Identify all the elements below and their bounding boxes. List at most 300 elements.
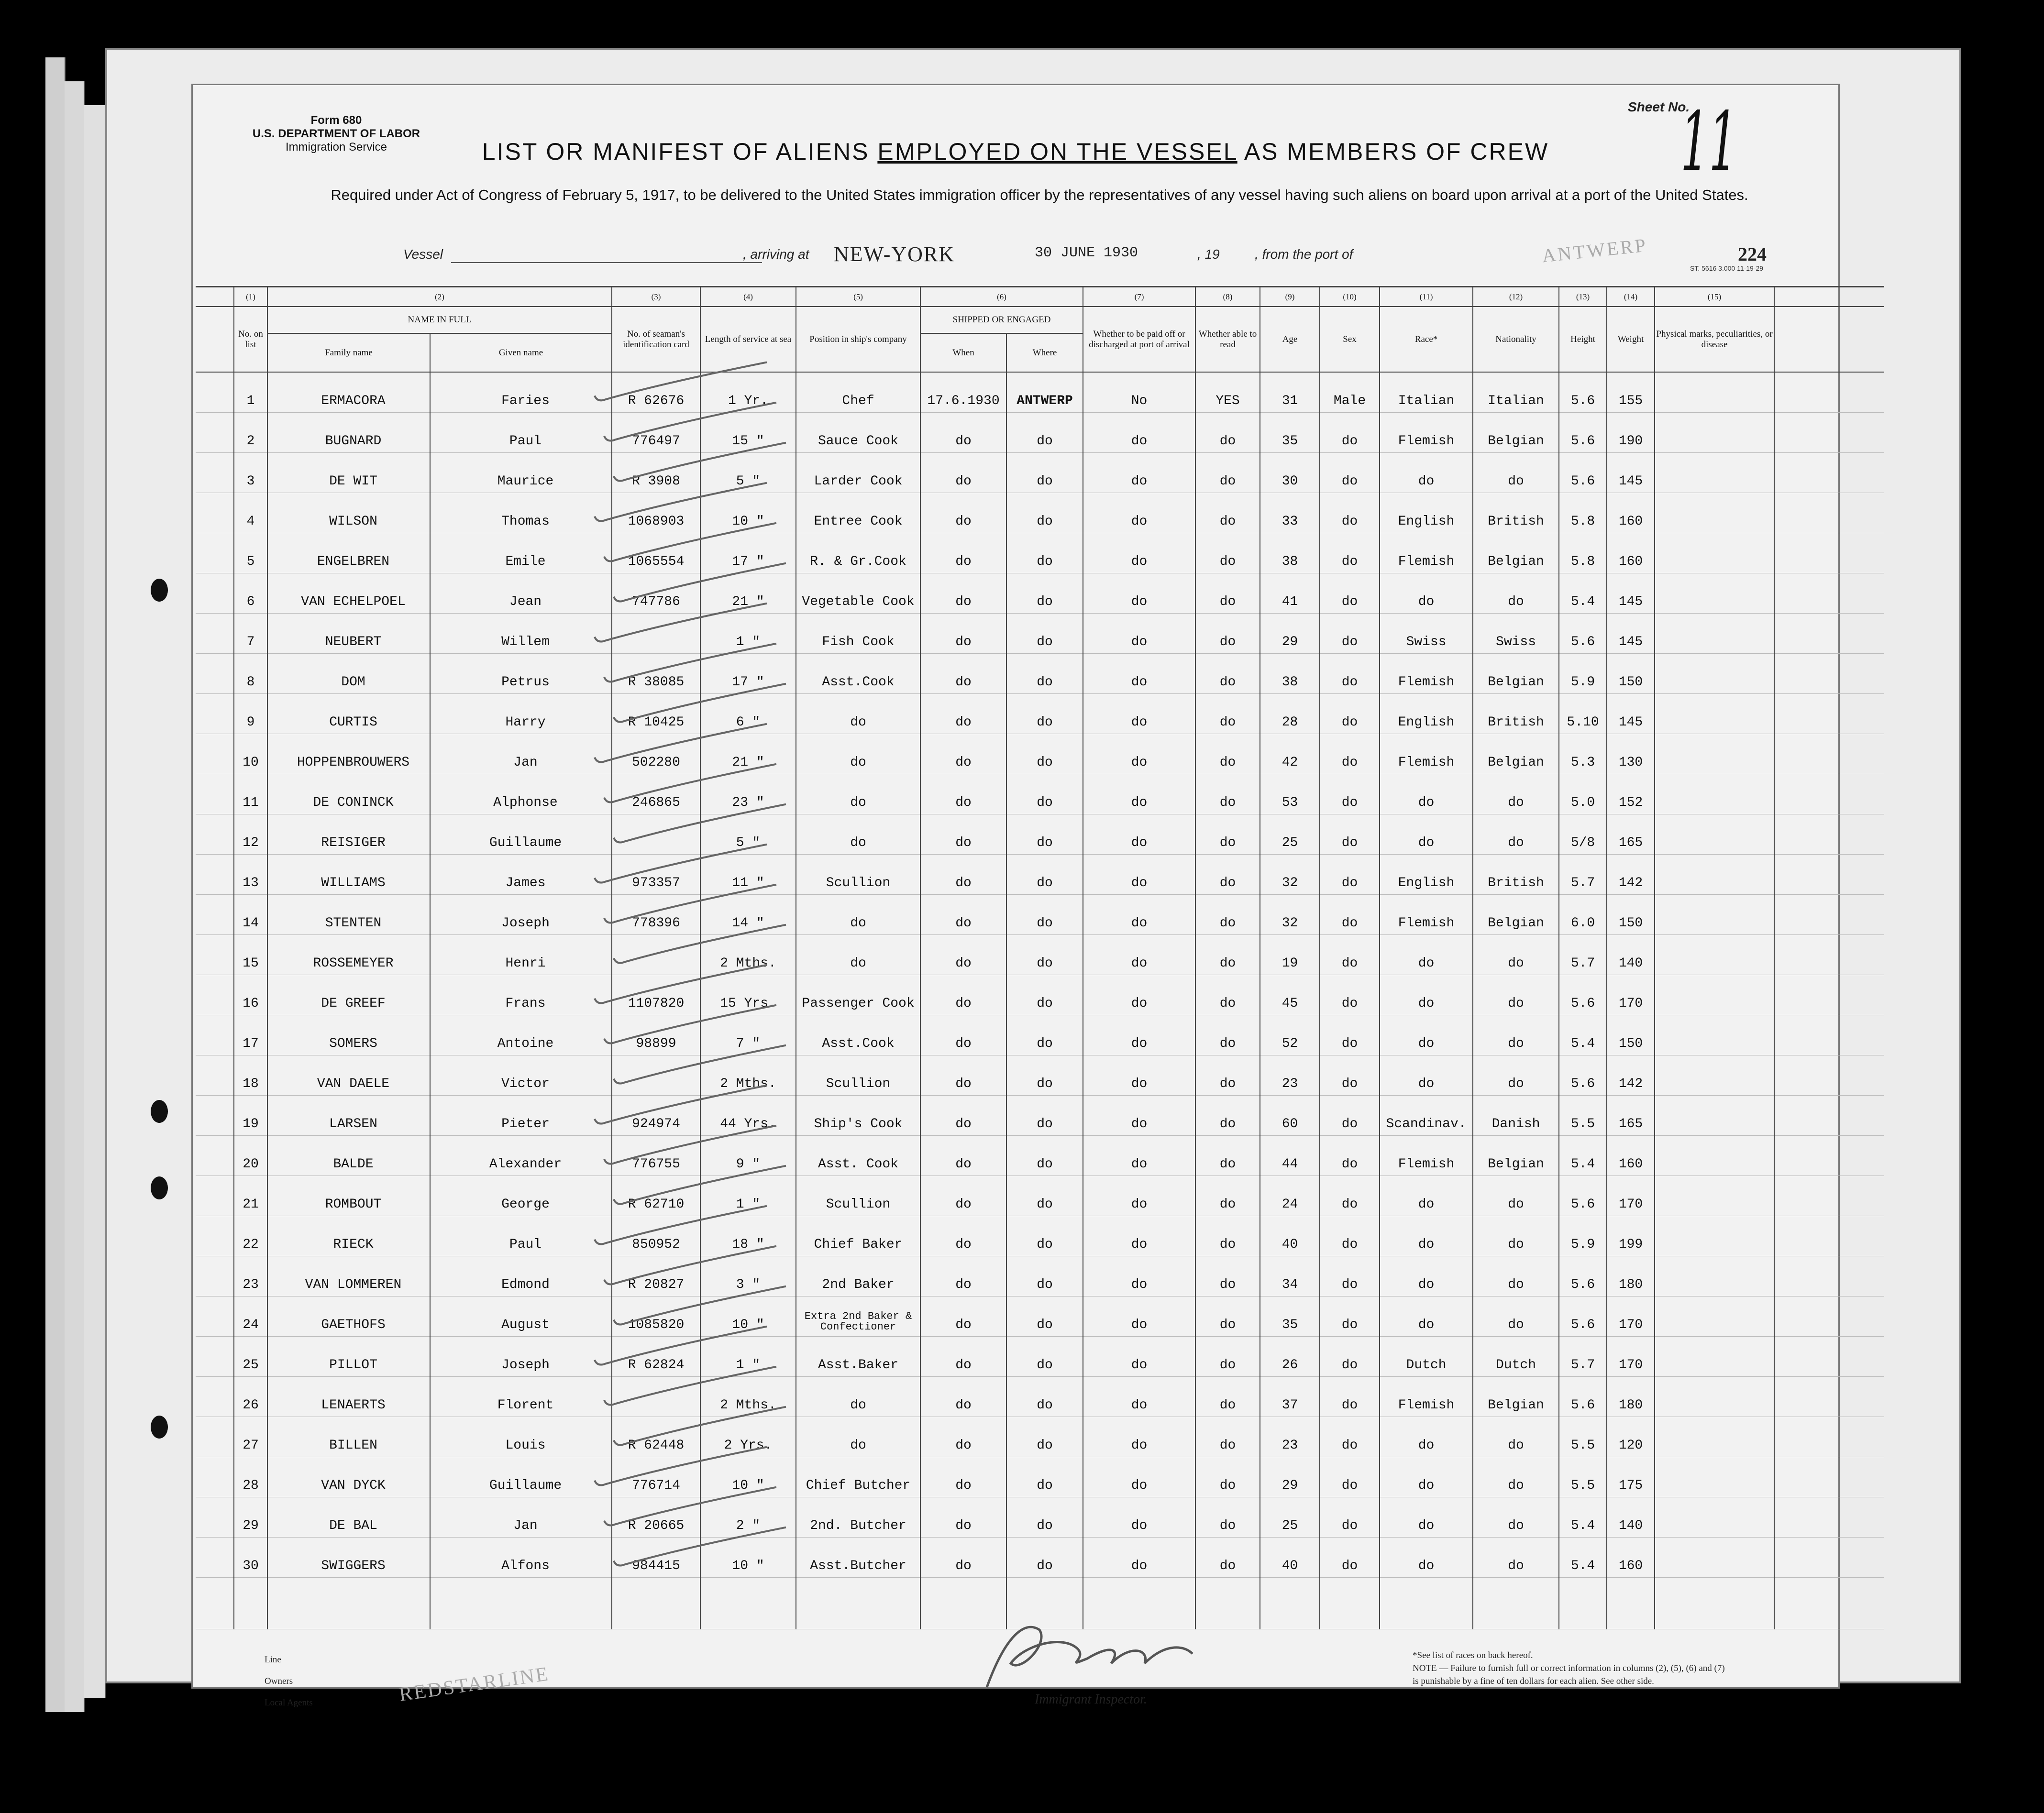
length-service: 6 " — [700, 694, 796, 734]
sex: do — [1320, 774, 1380, 814]
nationality: Belgian — [1473, 1377, 1559, 1417]
shipped-where: do — [1006, 453, 1083, 493]
position: do — [796, 895, 920, 935]
position: R. & Gr.Cook — [796, 533, 920, 573]
able-to-read: YES — [1195, 372, 1260, 413]
height: 5.7 — [1559, 855, 1607, 895]
given-name: James — [430, 855, 612, 895]
sex: do — [1320, 1256, 1380, 1297]
sheet-number: 11 — [1680, 95, 1737, 189]
paid-off: do — [1083, 654, 1195, 694]
shipped-when: do — [920, 1055, 1006, 1096]
shipped-when: do — [920, 975, 1006, 1015]
form-number: Form 680 — [310, 114, 362, 127]
id-card: 924974 — [612, 1096, 700, 1136]
age: 40 — [1260, 1216, 1320, 1256]
race: do — [1380, 935, 1473, 975]
header-name-in-full: NAME IN FULL — [267, 307, 612, 333]
nationality: do — [1473, 1538, 1559, 1578]
arriving-port: NEW-YORK — [834, 242, 955, 266]
position: Scullion — [796, 1055, 920, 1096]
nationality: Belgian — [1473, 1136, 1559, 1176]
nationality: do — [1473, 814, 1559, 855]
given-name: Edmond — [430, 1256, 612, 1297]
weight: 160 — [1607, 533, 1655, 573]
shipped-where: do — [1006, 975, 1083, 1015]
col-number: (2) — [267, 287, 612, 307]
family-name: DE BAL — [267, 1497, 430, 1538]
line-label: Line — [265, 1655, 281, 1665]
position: Scullion — [796, 1176, 920, 1216]
shipped-where: do — [1006, 734, 1083, 774]
row-number: 26 — [234, 1377, 267, 1417]
owners-label: Owners — [265, 1676, 293, 1686]
age: 31 — [1260, 372, 1320, 413]
nationality: Belgian — [1473, 734, 1559, 774]
physical-marks — [1655, 1417, 1774, 1457]
age: 29 — [1260, 1457, 1320, 1497]
physical-marks — [1655, 533, 1774, 573]
shipped-where: do — [1006, 1538, 1083, 1578]
shipped-where: do — [1006, 1176, 1083, 1216]
page-edge — [45, 57, 66, 1712]
row-number: 22 — [234, 1216, 267, 1256]
table-row — [196, 1497, 1884, 1538]
length-service: 3 " — [700, 1256, 796, 1297]
crew-table — [196, 286, 1884, 1629]
length-service: 15 " — [700, 413, 796, 453]
given-name: George — [430, 1176, 612, 1216]
id-card — [612, 1055, 700, 1096]
table-row — [196, 1096, 1884, 1136]
weight: 160 — [1607, 1538, 1655, 1578]
age: 37 — [1260, 1377, 1320, 1417]
family-name: ERMACORA — [267, 372, 430, 413]
given-name: Joseph — [430, 1337, 612, 1377]
sex: do — [1320, 1096, 1380, 1136]
height: 5.6 — [1559, 453, 1607, 493]
shipped-when: do — [920, 1216, 1006, 1256]
age: 45 — [1260, 975, 1320, 1015]
col-number: (15) — [1655, 287, 1774, 307]
height: 5.7 — [1559, 935, 1607, 975]
shipped-where: do — [1006, 1096, 1083, 1136]
age: 38 — [1260, 654, 1320, 694]
shipped-when: do — [920, 1096, 1006, 1136]
table-row — [196, 614, 1884, 654]
table-row — [196, 1297, 1884, 1337]
shipped-when: do — [920, 1417, 1006, 1457]
height: 5/8 — [1559, 814, 1607, 855]
row-number: 17 — [234, 1015, 267, 1055]
family-name: BUGNARD — [267, 413, 430, 453]
race: Flemish — [1380, 895, 1473, 935]
from-port: ANTWERP — [1541, 234, 1649, 267]
sex: do — [1320, 413, 1380, 453]
paid-off: do — [1083, 493, 1195, 533]
given-name: Henri — [430, 935, 612, 975]
weight: 150 — [1607, 654, 1655, 694]
weight: 140 — [1607, 935, 1655, 975]
nationality: do — [1473, 774, 1559, 814]
punch-hole — [151, 579, 168, 602]
able-to-read: do — [1195, 1256, 1260, 1297]
nationality: do — [1473, 935, 1559, 975]
table-row — [196, 493, 1884, 533]
weight: 160 — [1607, 493, 1655, 533]
shipped-when: do — [920, 1457, 1006, 1497]
sex: do — [1320, 694, 1380, 734]
family-name: ROSSEMEYER — [267, 935, 430, 975]
able-to-read: do — [1195, 975, 1260, 1015]
id-card — [612, 935, 700, 975]
id-card: 973357 — [612, 855, 700, 895]
race: do — [1380, 1457, 1473, 1497]
year-label: , 19 — [1197, 247, 1220, 262]
given-name: Guillaume — [430, 1457, 612, 1497]
family-name: WILSON — [267, 493, 430, 533]
position: Asst.Baker — [796, 1337, 920, 1377]
manifest-form — [191, 84, 1840, 1708]
height: 5.7 — [1559, 1337, 1607, 1377]
weight: 130 — [1607, 734, 1655, 774]
page-edge — [84, 105, 106, 1698]
id-card — [612, 614, 700, 654]
subtitle: Required under Act of Congress of February 5, 1917, to be delivered to the United States immigration officer by the representatives of any vessel having such aliens on board upon arrival at a port of the United States. — [331, 187, 1748, 203]
shipped-where: do — [1006, 614, 1083, 654]
id-card: 98899 — [612, 1015, 700, 1055]
family-name: STENTEN — [267, 895, 430, 935]
id-card: 1107820 — [612, 975, 700, 1015]
id-card: R 62676 — [612, 372, 700, 413]
agents-label: Local Agents — [265, 1698, 313, 1708]
sex: do — [1320, 1055, 1380, 1096]
position: Entree Cook — [796, 493, 920, 533]
position: do — [796, 734, 920, 774]
table-row — [196, 1538, 1884, 1578]
age: 32 — [1260, 855, 1320, 895]
paid-off: do — [1083, 814, 1195, 855]
physical-marks — [1655, 1216, 1774, 1256]
shipped-when: do — [920, 453, 1006, 493]
header-paid-off: Whether to be paid off or discharged at port of arrival — [1083, 307, 1195, 372]
able-to-read: do — [1195, 1337, 1260, 1377]
paid-off: do — [1083, 1497, 1195, 1538]
paid-off: do — [1083, 614, 1195, 654]
sex: do — [1320, 734, 1380, 774]
race: do — [1380, 1216, 1473, 1256]
height: 5.5 — [1559, 1457, 1607, 1497]
physical-marks — [1655, 573, 1774, 614]
physical-marks — [1655, 855, 1774, 895]
physical-marks — [1655, 1136, 1774, 1176]
length-service: 10 " — [700, 493, 796, 533]
sex: Male — [1320, 372, 1380, 413]
family-name: VAN LOMMEREN — [267, 1256, 430, 1297]
length-service: 44 Yrs. — [700, 1096, 796, 1136]
family-name: NEUBERT — [267, 614, 430, 654]
header-when: When — [920, 333, 1006, 372]
weight: 155 — [1607, 372, 1655, 413]
shipped-when: do — [920, 814, 1006, 855]
family-name: WILLIAMS — [267, 855, 430, 895]
sex: do — [1320, 895, 1380, 935]
length-service: 5 " — [700, 453, 796, 493]
shipped-where: do — [1006, 413, 1083, 453]
height: 5.5 — [1559, 1096, 1607, 1136]
sex: do — [1320, 533, 1380, 573]
nationality: Dutch — [1473, 1337, 1559, 1377]
table-row — [196, 453, 1884, 493]
row-number: 10 — [234, 734, 267, 774]
race: do — [1380, 1256, 1473, 1297]
id-card: 778396 — [612, 895, 700, 935]
weight: 165 — [1607, 814, 1655, 855]
family-name: GAETHOFS — [267, 1297, 430, 1337]
age: 38 — [1260, 533, 1320, 573]
sex: do — [1320, 493, 1380, 533]
able-to-read: do — [1195, 734, 1260, 774]
shipped-when: do — [920, 734, 1006, 774]
col-number: (7) — [1083, 287, 1195, 307]
position: Chef — [796, 372, 920, 413]
length-service: 2 Mths. — [700, 1055, 796, 1096]
id-card: 1068903 — [612, 493, 700, 533]
sex: do — [1320, 453, 1380, 493]
table-row — [196, 694, 1884, 734]
position: Larder Cook — [796, 453, 920, 493]
length-service: 7 " — [700, 1015, 796, 1055]
row-number: 16 — [234, 975, 267, 1015]
age: 29 — [1260, 614, 1320, 654]
shipped-where: do — [1006, 855, 1083, 895]
col-number: (12) — [1473, 287, 1559, 307]
nationality: Belgian — [1473, 895, 1559, 935]
paid-off: do — [1083, 1136, 1195, 1176]
shipped-where: do — [1006, 654, 1083, 694]
able-to-read: do — [1195, 694, 1260, 734]
shipped-when: do — [920, 1337, 1006, 1377]
shipped-where: do — [1006, 1136, 1083, 1176]
sex: do — [1320, 1538, 1380, 1578]
height: 5.9 — [1559, 1216, 1607, 1256]
nationality: British — [1473, 694, 1559, 734]
given-name: Florent — [430, 1377, 612, 1417]
nationality: Italian — [1473, 372, 1559, 413]
page-edge — [65, 81, 85, 1712]
position: Asst.Cook — [796, 654, 920, 694]
shipped-when: do — [920, 895, 1006, 935]
id-card — [612, 814, 700, 855]
given-name: Guillaume — [430, 814, 612, 855]
age: 34 — [1260, 1256, 1320, 1297]
length-service: 10 " — [700, 1457, 796, 1497]
race: Scandinav. — [1380, 1096, 1473, 1136]
height: 5.4 — [1559, 573, 1607, 614]
table-row — [196, 1417, 1884, 1457]
physical-marks — [1655, 453, 1774, 493]
physical-marks — [1655, 1297, 1774, 1337]
sex: do — [1320, 1136, 1380, 1176]
age: 41 — [1260, 573, 1320, 614]
weight: 180 — [1607, 1256, 1655, 1297]
header-where: Where — [1006, 333, 1083, 372]
height: 5.3 — [1559, 734, 1607, 774]
paid-off: do — [1083, 1216, 1195, 1256]
given-name: Alfons — [430, 1538, 612, 1578]
position: Asst.Butcher — [796, 1538, 920, 1578]
sex: do — [1320, 1015, 1380, 1055]
height: 5.6 — [1559, 1297, 1607, 1337]
able-to-read: do — [1195, 774, 1260, 814]
shipped-when: do — [920, 694, 1006, 734]
length-service: 17 " — [700, 654, 796, 694]
able-to-read: do — [1195, 493, 1260, 533]
given-name: Paul — [430, 413, 612, 453]
race: do — [1380, 814, 1473, 855]
length-service: 23 " — [700, 774, 796, 814]
able-to-read: do — [1195, 1176, 1260, 1216]
table-row — [196, 895, 1884, 935]
paid-off: do — [1083, 694, 1195, 734]
title-part-3: AS MEMBERS OF CREW — [1237, 138, 1549, 165]
able-to-read: do — [1195, 814, 1260, 855]
race: do — [1380, 1497, 1473, 1538]
age: 19 — [1260, 935, 1320, 975]
inspector-label: Immigrant Inspector. — [1035, 1692, 1147, 1707]
able-to-read: do — [1195, 1457, 1260, 1497]
weight: 165 — [1607, 1096, 1655, 1136]
table-row — [196, 855, 1884, 895]
shipped-when: do — [920, 573, 1006, 614]
height: 5.6 — [1559, 1055, 1607, 1096]
table-row — [196, 1015, 1884, 1055]
weight: 170 — [1607, 1297, 1655, 1337]
race: do — [1380, 975, 1473, 1015]
position: Scullion — [796, 855, 920, 895]
physical-marks — [1655, 413, 1774, 453]
weight: 152 — [1607, 774, 1655, 814]
col-number: (8) — [1195, 287, 1260, 307]
position: Sauce Cook — [796, 413, 920, 453]
shipped-where: do — [1006, 774, 1083, 814]
given-name: Pieter — [430, 1096, 612, 1136]
weight: 180 — [1607, 1377, 1655, 1417]
shipped-where: do — [1006, 1055, 1083, 1096]
row-number: 19 — [234, 1096, 267, 1136]
nationality: Swiss — [1473, 614, 1559, 654]
given-name: Petrus — [430, 654, 612, 694]
height: 5.9 — [1559, 654, 1607, 694]
given-name: Paul — [430, 1216, 612, 1256]
table-row — [196, 1176, 1884, 1216]
shipped-when: do — [920, 1497, 1006, 1538]
length-service: 1 " — [700, 614, 796, 654]
weight: 160 — [1607, 1136, 1655, 1176]
family-name: CURTIS — [267, 694, 430, 734]
id-card: R 62448 — [612, 1417, 700, 1457]
shipped-when: do — [920, 533, 1006, 573]
weight: 150 — [1607, 895, 1655, 935]
races-note: *See list of races on back hereof. — [1413, 1650, 1533, 1660]
given-name: Harry — [430, 694, 612, 734]
given-name: Jan — [430, 1497, 612, 1538]
col-number: (13) — [1559, 287, 1607, 307]
family-name: DE WIT — [267, 453, 430, 493]
nationality: do — [1473, 1297, 1559, 1337]
position: do — [796, 1377, 920, 1417]
row-number: 9 — [234, 694, 267, 734]
physical-marks — [1655, 1538, 1774, 1578]
given-name: Willem — [430, 614, 612, 654]
position: do — [796, 1417, 920, 1457]
row-number: 4 — [234, 493, 267, 533]
race: Flemish — [1380, 654, 1473, 694]
race: do — [1380, 573, 1473, 614]
physical-marks — [1655, 895, 1774, 935]
height: 5.4 — [1559, 1497, 1607, 1538]
table-row — [196, 734, 1884, 774]
length-service: 2 Mths. — [700, 935, 796, 975]
height: 5.6 — [1559, 614, 1607, 654]
age: 35 — [1260, 1297, 1320, 1337]
sex: do — [1320, 1377, 1380, 1417]
shipped-where: do — [1006, 1015, 1083, 1055]
race: English — [1380, 855, 1473, 895]
table-row — [196, 1136, 1884, 1176]
paid-off: do — [1083, 1256, 1195, 1297]
able-to-read: do — [1195, 654, 1260, 694]
able-to-read: do — [1195, 1538, 1260, 1578]
physical-marks — [1655, 1256, 1774, 1297]
col-number: (1) — [234, 287, 267, 307]
height: 5.6 — [1559, 975, 1607, 1015]
age: 24 — [1260, 1176, 1320, 1216]
able-to-read: do — [1195, 1497, 1260, 1538]
position: do — [796, 694, 920, 734]
height: 5.6 — [1559, 1377, 1607, 1417]
page-title — [193, 138, 1838, 165]
row-number: 12 — [234, 814, 267, 855]
table-row — [196, 1457, 1884, 1497]
paid-off: do — [1083, 1337, 1195, 1377]
nationality: do — [1473, 453, 1559, 493]
table-row — [196, 573, 1884, 614]
id-card: 1065554 — [612, 533, 700, 573]
row-number: 29 — [234, 1497, 267, 1538]
able-to-read: do — [1195, 935, 1260, 975]
given-name: Frans — [430, 975, 612, 1015]
physical-marks — [1655, 1176, 1774, 1216]
sex: do — [1320, 1497, 1380, 1538]
weight: 150 — [1607, 1015, 1655, 1055]
table-row — [196, 975, 1884, 1015]
col-number: (10) — [1320, 287, 1380, 307]
race: Swiss — [1380, 614, 1473, 654]
shipped-where: do — [1006, 1337, 1083, 1377]
race: Flemish — [1380, 734, 1473, 774]
position: Passenger Cook — [796, 975, 920, 1015]
sex: do — [1320, 855, 1380, 895]
header-race: Race* — [1380, 307, 1473, 372]
age: 32 — [1260, 895, 1320, 935]
header-nationality: Nationality — [1473, 307, 1559, 372]
age: 26 — [1260, 1337, 1320, 1377]
family-name: BALDE — [267, 1136, 430, 1176]
footer-labels — [265, 1649, 313, 1714]
sex: do — [1320, 975, 1380, 1015]
id-card: 984415 — [612, 1538, 700, 1578]
